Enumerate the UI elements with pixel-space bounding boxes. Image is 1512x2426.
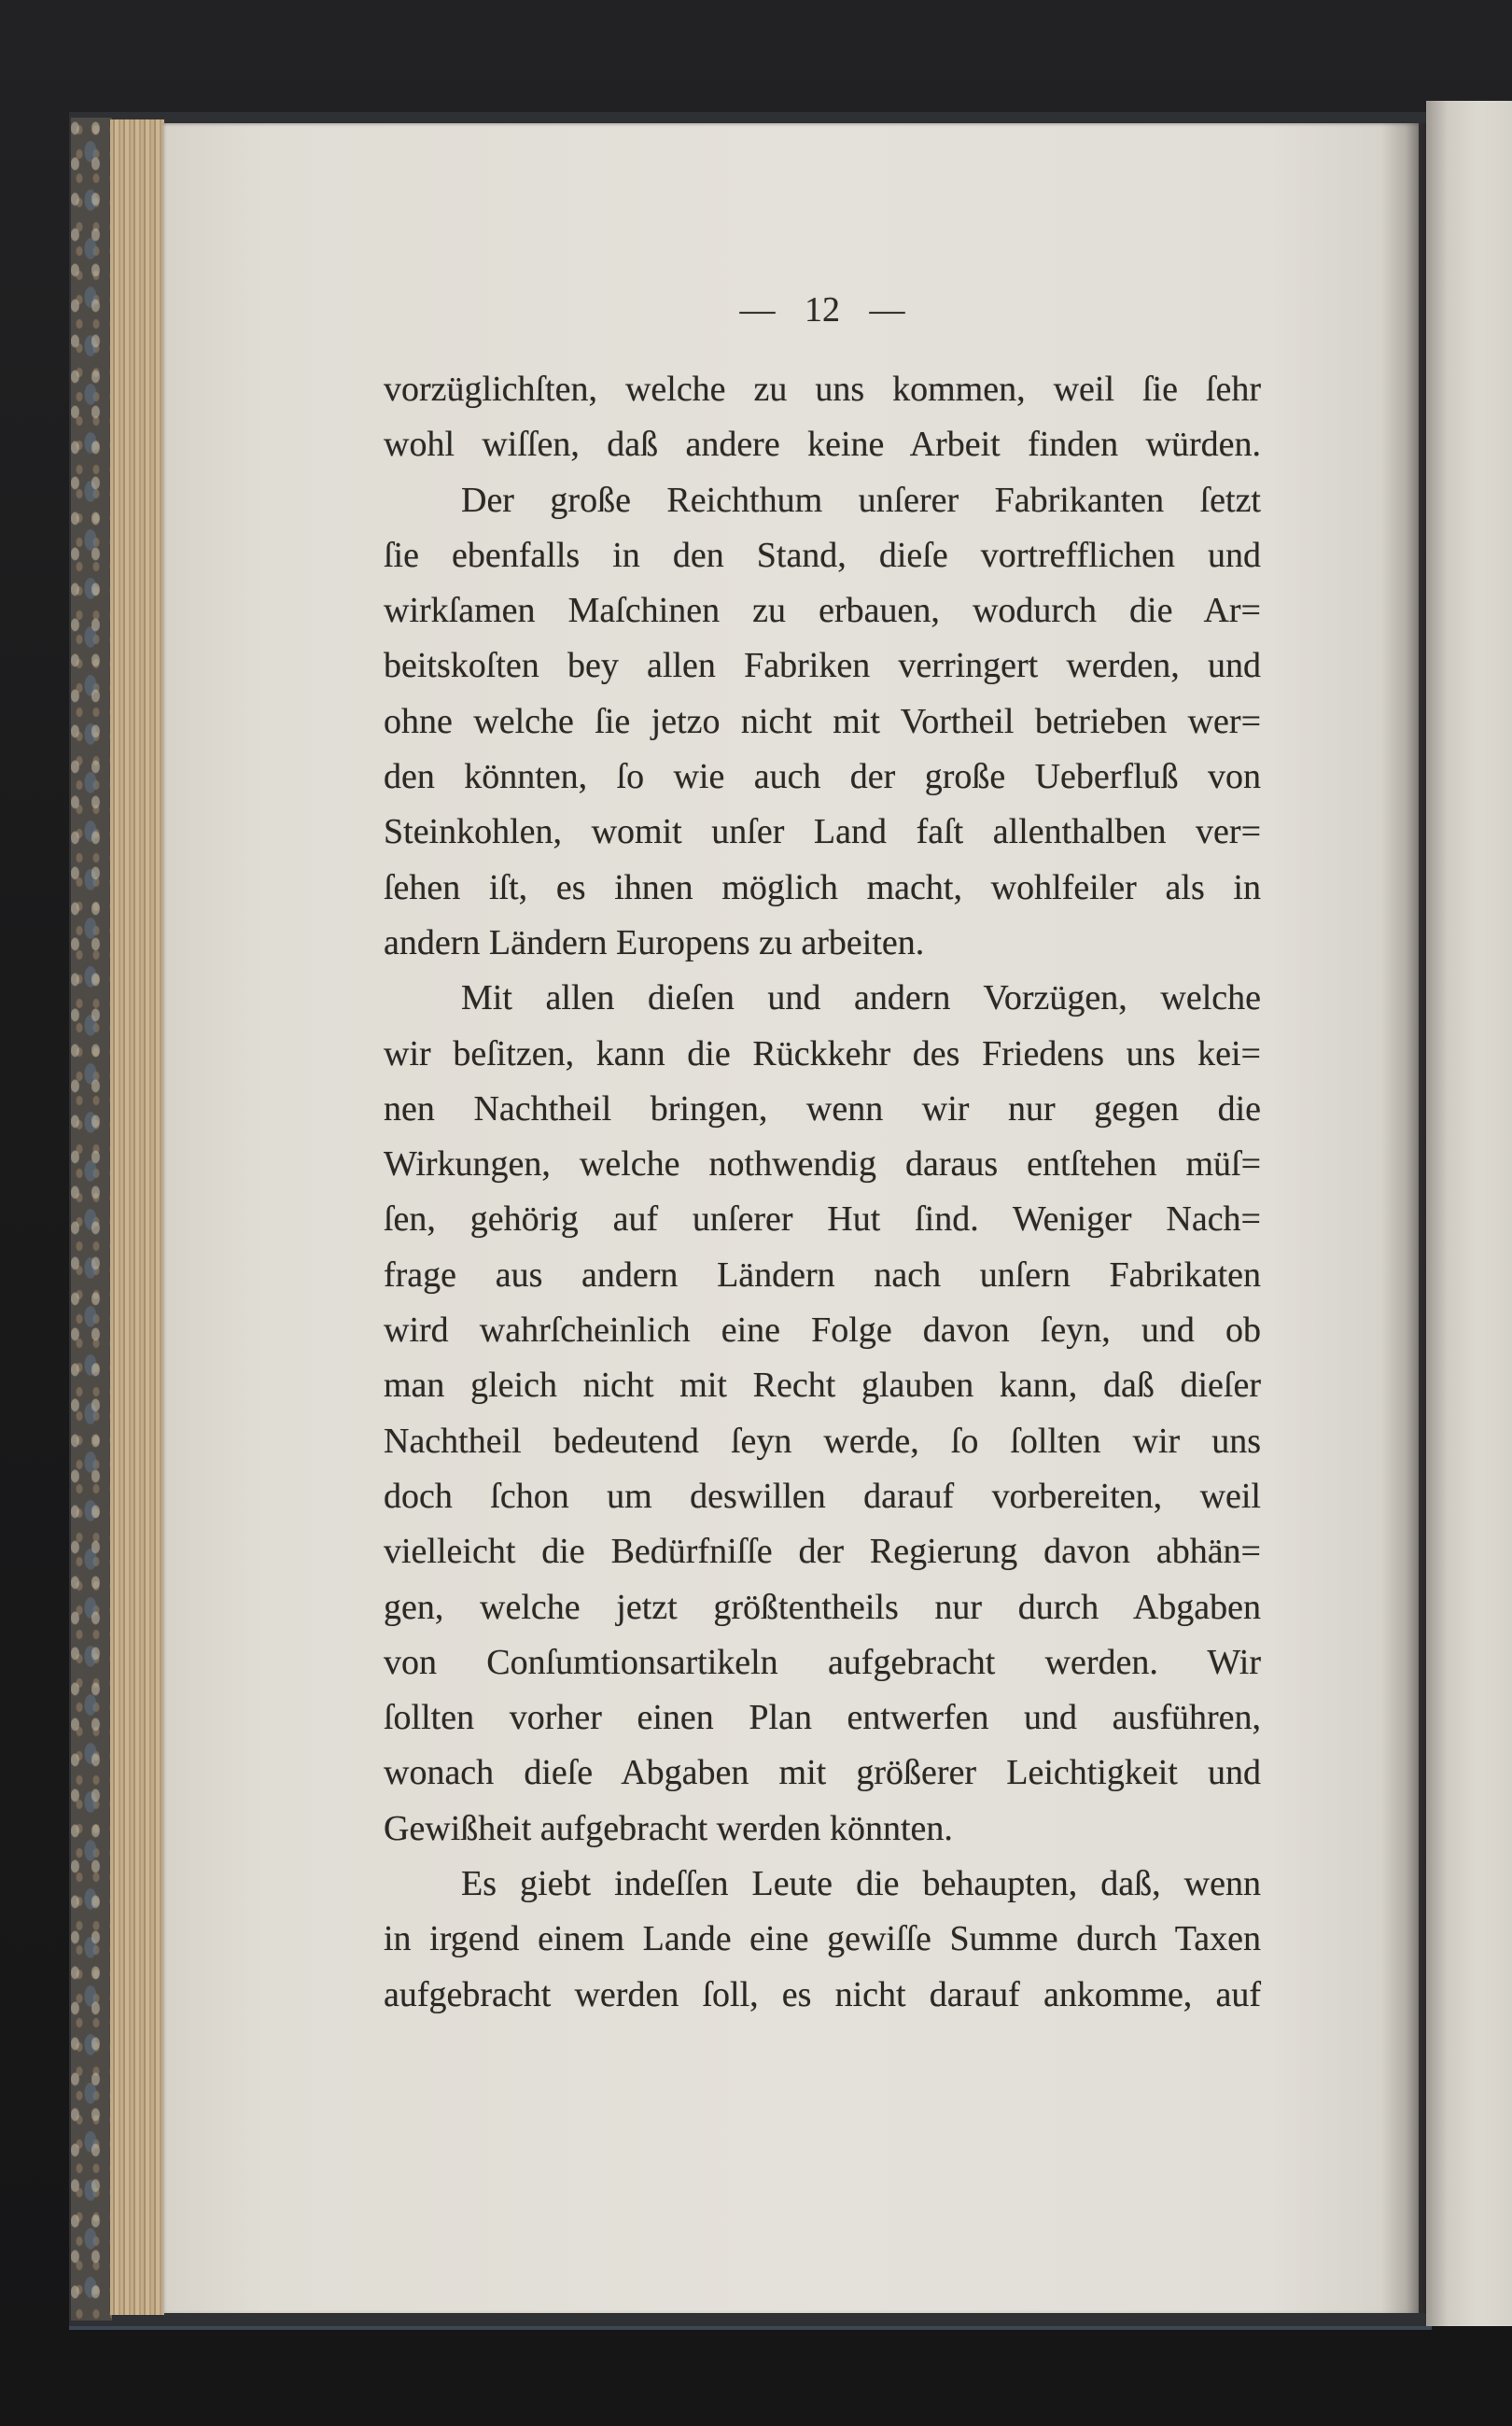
page-number: — 12 — [739, 290, 905, 330]
text-line: ſehen iſt, es ihnen möglich macht, wohlfeiler als in [384, 867, 1261, 907]
text-line: in irgend einem Lande eine gewiſſe Summe durch Taxen [384, 1919, 1261, 1959]
text-line: andern Ländern Europens zu arbeiten. [384, 922, 925, 962]
text-line: wohl wiſſen, daß andere keine Arbeit finden würden. [384, 425, 1261, 465]
text-line: vorzüglichſten, welche zu uns kommen, weil ſie ſehr [384, 370, 1261, 409]
text-line: ſollten vorher einen Plan entwerfen und ausführen, [384, 1698, 1261, 1738]
marbled-cover-edge [71, 118, 112, 2321]
page-block-edges [110, 119, 164, 2315]
text-line: vielleicht die Bedürfniſſe der Regierung davon abhän= [384, 1532, 1261, 1572]
text-line: Gewißheit aufgebracht werden könnten. [384, 1808, 953, 1848]
text-line: nen Nachtheil bringen, wenn wir nur gegen die [384, 1088, 1261, 1129]
text-line: wirkſamen Maſchinen zu erbauen, wodurch die Ar= [384, 591, 1261, 631]
paragraph [384, 1857, 1261, 2023]
text-line: wird wahrſcheinlich eine Folge davon ſeyn, und ob [384, 1311, 1261, 1351]
text-line: gen, welche jetzt größtentheils nur durch Abgaben [384, 1587, 1261, 1627]
body-text [384, 362, 1261, 2023]
text-line: von Conſumtionsartikeln aufgebracht werden. Wir [384, 1642, 1261, 1682]
text-line: Wirkungen, welche nothwendig daraus entſtehen müſ= [384, 1144, 1261, 1185]
text-line: Es giebt indeſſen Leute die behaupten, daß, wenn [461, 1864, 1261, 1904]
text-line: Mit allen dieſen und andern Vorzügen, welche [461, 978, 1261, 1018]
gutter-shadow [1381, 123, 1426, 2313]
paragraph [384, 473, 1261, 972]
text-line: beitskoſten bey allen Fabriken verringert werden, und [384, 646, 1261, 686]
text-line: ſie ebenfalls in den Stand, dieſe vortrefflichen und [384, 535, 1261, 575]
text-line: Steinkohlen, womit unſer Land faſt allenthalben ver= [384, 812, 1261, 852]
text-line: Nachtheil bedeutend ſeyn werde, ſo ſollten wir uns [384, 1421, 1261, 1461]
text-line: ſen, gehörig auf unſerer Hut ſind. Weniger Nach= [384, 1199, 1261, 1240]
text-line: wir beſitzen, kann die Rückkehr des Friedens uns kei= [384, 1033, 1261, 1073]
text-line: aufgebracht werden ſoll, es nicht darauf ankomme, auf [384, 1974, 1261, 2014]
text-line: ohne welche ſie jetzo nicht mit Vortheil betrieben wer= [384, 701, 1261, 741]
paragraph [384, 362, 1261, 473]
paragraph [384, 971, 1261, 1857]
text-line: den könnten, ſo wie auch der große Ueberfluß von [384, 757, 1261, 797]
text-line: frage aus andern Ländern nach unſern Fabrikaten [384, 1255, 1261, 1295]
text-line: doch ſchon um deswillen darauf vorbereiten, weil [384, 1476, 1261, 1516]
text-line: wonach dieſe Abgaben mit größerer Leichtigkeit und [384, 1753, 1261, 1793]
text-line: man gleich nicht mit Recht glauben kann, daß dieſer [384, 1366, 1261, 1406]
text-line: Der große Reichthum unſerer Fabrikanten ſetzt [461, 480, 1261, 520]
facing-page-edge [1426, 101, 1512, 2326]
